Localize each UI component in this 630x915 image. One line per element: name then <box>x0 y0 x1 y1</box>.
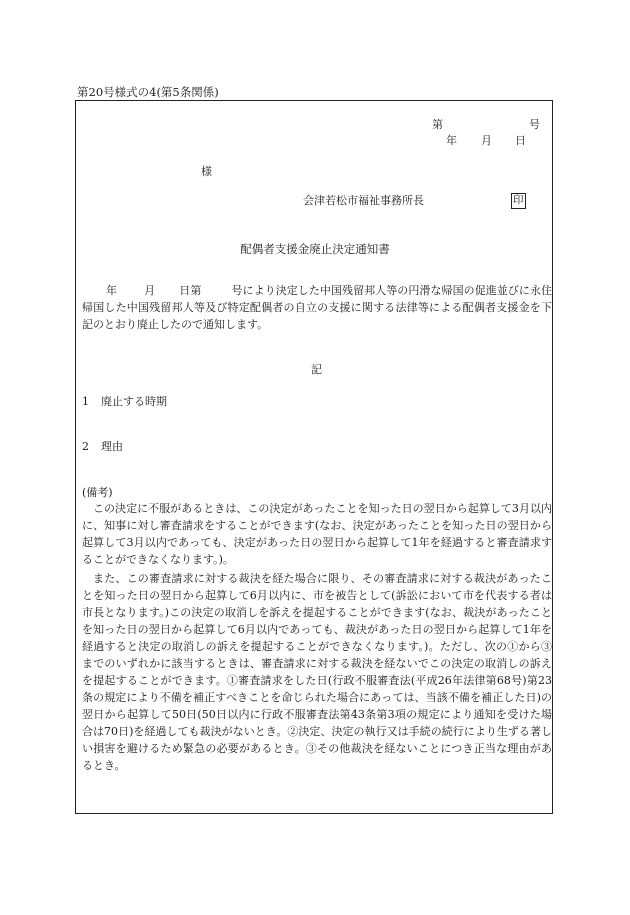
seal-box <box>511 193 526 209</box>
form-number: 第20号様式の4(第5条関係) <box>77 85 219 99</box>
remarks-heading: (備考) <box>82 486 113 499</box>
seal-mark: 印 <box>511 193 526 209</box>
body-text: 号により決定した中国残留邦人等の円滑な帰国の促進並びに永住帰国した中国残留邦人等及び特定配偶者の自立の支援に関する法律等による配偶者支援金を下記のとおり廃止したので通知します。 <box>82 284 553 331</box>
remarks-paragraph-1: この決定に不服があるときは、この決定があったことを知った日の翌日から起算して3月以内に、知事に対し審査請求をすることができます(なお、決定があったことを知った日の翌日から起算して3月以内であっても、決定があった日の翌日から起算して1年を経過すると審査請求することができなくなります。)。 <box>82 502 552 566</box>
body-month: 月 <box>144 284 156 297</box>
addressee-honorific: 様 <box>201 165 212 178</box>
item-1-label: 廃止する時期 <box>101 395 167 408</box>
item-1 <box>82 396 167 407</box>
date-month: 月 <box>481 134 492 147</box>
body-year: 年 <box>106 284 118 297</box>
date-year: 年 <box>446 134 457 147</box>
document-title: 配偶者支援金廃止決定通知書 <box>240 242 390 256</box>
issuer-name: 会津若松市福祉事務所長 <box>303 194 424 207</box>
number-suffix: 号 <box>529 118 540 131</box>
item-2-label: 理由 <box>101 440 123 453</box>
item-2-number: 2 <box>82 440 89 453</box>
body-paragraph <box>82 282 552 333</box>
ki-heading: 記 <box>311 363 322 376</box>
item-2 <box>82 441 123 452</box>
item-1-number: 1 <box>82 395 89 408</box>
body-day-no: 日第 <box>179 284 202 297</box>
remarks-paragraph-2: また、この審査請求に対する裁決を経た場合に限り、その審査請求に対する裁決があったことを知った日の翌日から起算して6月以内に、市を被告として(訴訟において市を代表する者は市長となります。)この決定の取消しを訴えを提起することができます(なお、裁決があったことを知った日の翌日から起算して6月以内であっても、裁決があった日の翌日から起算して1年を経過すると決定の取消しの訴えを提起することができなくなります。)。ただし、次の①から③までのいずれかに該当するときは、審査請求に対する裁決を経ないでこの決定の取消しの訴えを提起することができます。①審査請求をした日(行政不服審査法(平成26年法律第68号)第23条の規定により不備を補正すべきことを命じられた場合にあっては、当該不備を補正した日)の翌日から起算して50日(50日以内に行政不服審査法第43条第3項の規定により通知を受けた場合は70日)を経過しても裁決がないとき。②決定、決定の執行又は手続の続行により生ずる著しい損害を避けるため緊急の必要があるとき。③その他裁決を経ないことにつき正当な理由があるとき。 <box>82 572 552 772</box>
number-prefix: 第 <box>432 118 443 131</box>
date-day: 日 <box>515 134 526 147</box>
